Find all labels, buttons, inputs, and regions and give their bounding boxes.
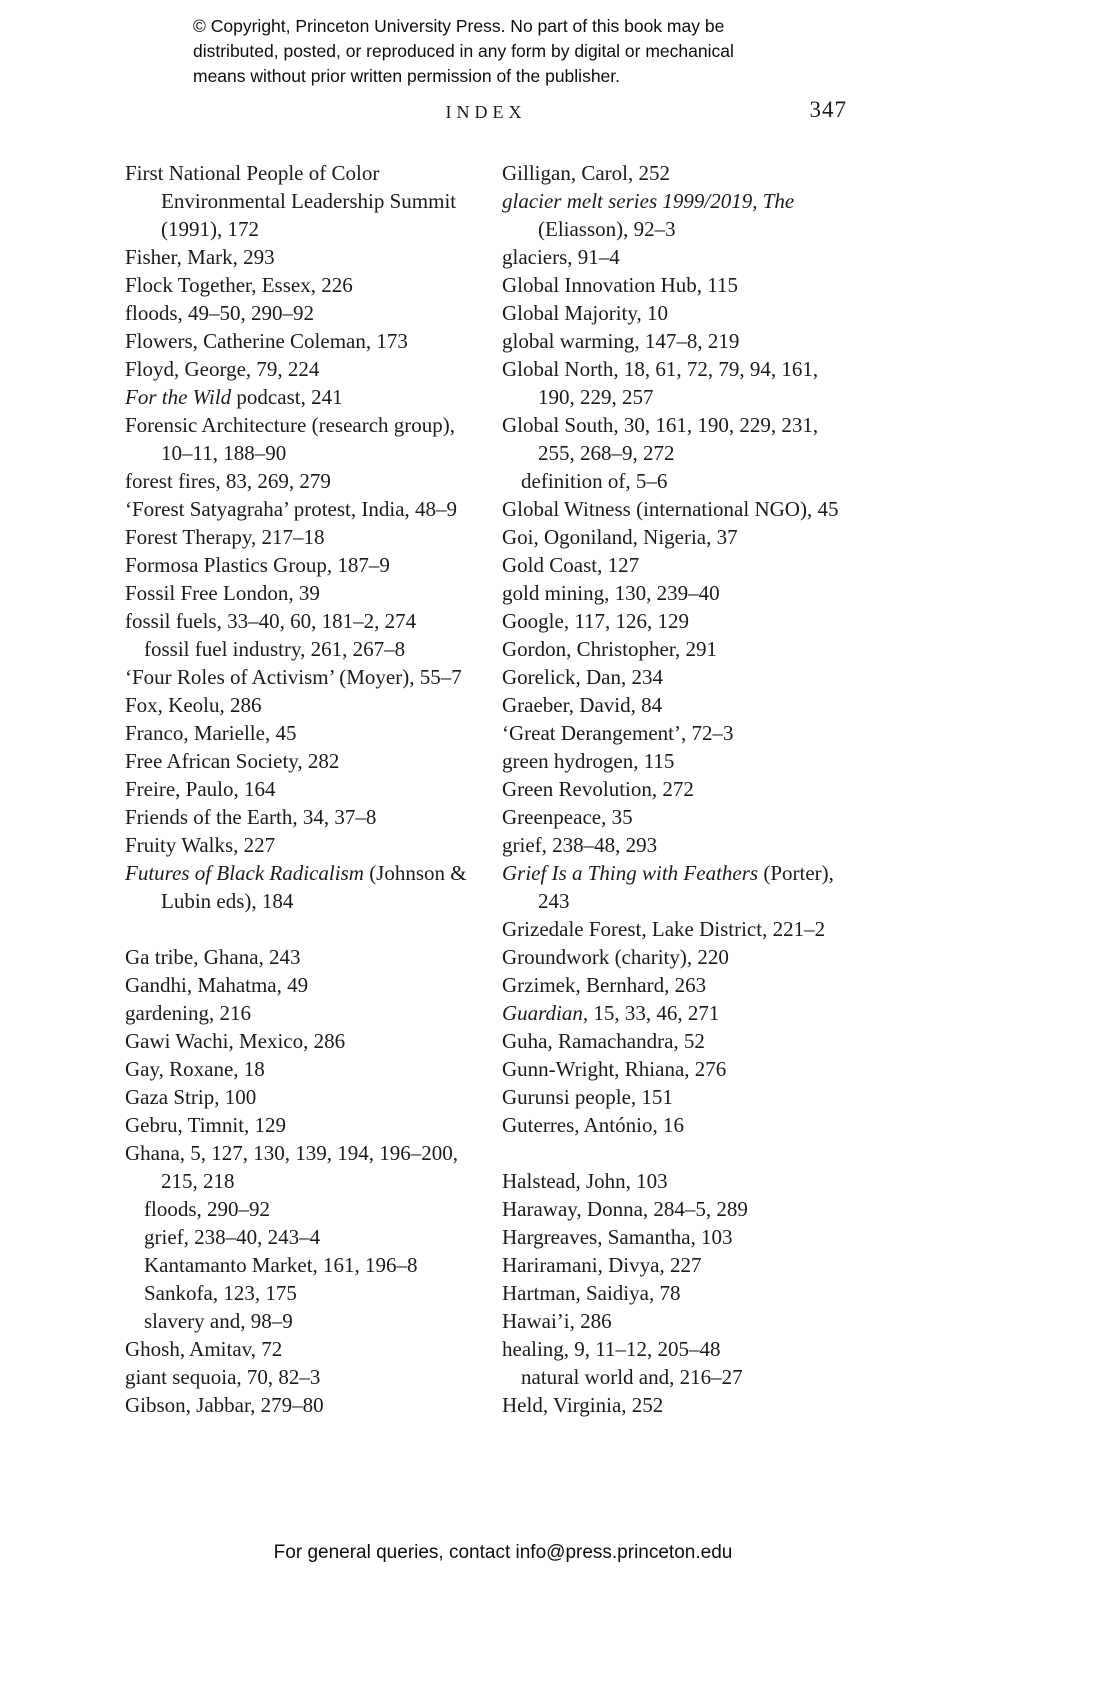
entry-text: green hydrogen, 115	[502, 749, 675, 773]
index-entry	[125, 327, 470, 355]
entry-text: ‘Forest Satyagraha’ protest, India, 48–9	[125, 497, 458, 521]
index-entry	[502, 635, 847, 663]
entry-text: Franco, Marielle, 45	[125, 721, 297, 745]
index-entry	[502, 747, 847, 775]
entry-text: Flowers, Catherine Coleman, 173	[125, 329, 408, 353]
index-entry	[502, 271, 847, 299]
index-entry	[502, 1111, 847, 1139]
index-entry	[502, 299, 847, 327]
index-entry	[502, 719, 847, 747]
index-entry	[502, 915, 847, 943]
index-entry	[502, 1279, 847, 1307]
index-entry	[125, 775, 470, 803]
index-entry	[502, 803, 847, 831]
index-entry	[125, 1223, 470, 1251]
entry-text: healing, 9, 11–12, 205–48	[502, 1337, 721, 1361]
index-entry	[502, 775, 847, 803]
index-entry	[502, 971, 847, 999]
entry-text: fossil fuel industry, 261, 267–8	[144, 637, 406, 661]
entry-text: Goi, Ogoniland, Nigeria, 37	[502, 525, 738, 549]
copyright-line: © Copyright, Princeton University Press. No part of this book may be	[193, 16, 725, 36]
entry-text: Ga tribe, Ghana, 243	[125, 945, 301, 969]
index-entry	[502, 1335, 847, 1363]
index-entry	[125, 299, 470, 327]
entry-text: Hawai’i, 286	[502, 1309, 612, 1333]
index-entry	[125, 411, 470, 467]
index-entry	[125, 1335, 470, 1363]
index-entry	[125, 1083, 470, 1111]
entry-text-italic: For the Wild	[125, 385, 232, 409]
index-entry	[502, 1167, 847, 1195]
index-entry	[502, 523, 847, 551]
entry-text: Gold Coast, 127	[502, 553, 640, 577]
entry-text: ‘Four Roles of Activism’ (Moyer), 55–7	[125, 665, 462, 689]
index-entry	[125, 719, 470, 747]
index-entry	[125, 243, 470, 271]
index-entry	[502, 1251, 847, 1279]
index-entry	[502, 467, 847, 495]
entry-text: grief, 238–40, 243–4	[144, 1225, 321, 1249]
entry-text: ‘Great Derangement’, 72–3	[502, 721, 734, 745]
entry-text: Greenpeace, 35	[502, 805, 633, 829]
entry-text: Gilligan, Carol, 252	[502, 161, 670, 185]
entry-text: Ghana, 5, 127, 130, 139, 194, 196–200, 215, 218	[125, 1141, 459, 1193]
entry-text: Formosa Plastics Group, 187–9	[125, 553, 390, 577]
index-heading: INDEX	[445, 102, 527, 122]
entry-text: Guterres, António, 16	[502, 1113, 684, 1137]
entry-text: Google, 117, 126, 129	[502, 609, 690, 633]
index-entry	[502, 999, 847, 1027]
index-entry	[502, 1195, 847, 1223]
entry-text: Global Innovation Hub, 115	[502, 273, 739, 297]
entry-text: Haraway, Donna, 284–5, 289	[502, 1197, 748, 1221]
entry-text: Grizedale Forest, Lake District, 221–2	[502, 917, 826, 941]
index-entry	[125, 663, 470, 691]
page-number: 347	[809, 97, 847, 122]
entry-text: slavery and, 98–9	[144, 1309, 293, 1333]
entry-text: Fruity Walks, 227	[125, 833, 276, 857]
index-entry	[502, 1363, 847, 1391]
index-entry	[125, 1279, 470, 1307]
entry-text: Gandhi, Mahatma, 49	[125, 973, 309, 997]
entry-text: Green Revolution, 272	[502, 777, 694, 801]
index-entry	[125, 159, 470, 243]
index-entry	[502, 579, 847, 607]
index-columns	[125, 159, 847, 1419]
entry-text: (Eliasson), 92–3	[538, 217, 676, 241]
index-column-left	[125, 159, 470, 1419]
index-entry	[125, 495, 470, 523]
entry-text: Groundwork (charity), 220	[502, 945, 729, 969]
entry-text: Fossil Free London, 39	[125, 581, 320, 605]
entry-text: Fox, Keolu, 286	[125, 693, 262, 717]
entry-text: Gordon, Christopher, 291	[502, 637, 717, 661]
entry-text: (Porter), 243	[538, 861, 834, 913]
entry-text: Gibson, Jabbar, 279–80	[125, 1393, 324, 1417]
index-entry	[125, 607, 470, 635]
index-entry	[502, 859, 847, 915]
index-entry	[125, 271, 470, 299]
entry-text-italic: Futures of Black Radicalism	[125, 861, 364, 885]
index-entry	[125, 1251, 470, 1279]
entry-text: First National People of Color Environmental Leadership Summit (1991), 172	[125, 161, 457, 241]
entry-text: Grzimek, Bernhard, 263	[502, 973, 707, 997]
index-entry	[502, 1223, 847, 1251]
index-entry	[125, 971, 470, 999]
index-entry	[502, 1083, 847, 1111]
index-entry	[125, 1055, 470, 1083]
index-entry	[502, 691, 847, 719]
index-entry	[502, 159, 847, 187]
entry-text-italic: glacier melt series 1999/2019, The	[502, 189, 795, 213]
entry-text-italic: Grief Is a Thing with Feathers	[502, 861, 759, 885]
entry-text: Free African Society, 282	[125, 749, 340, 773]
index-entry	[502, 607, 847, 635]
entry-text: global warming, 147–8, 219	[502, 329, 740, 353]
index-entry	[502, 1055, 847, 1083]
index-entry	[502, 243, 847, 271]
index-entry	[502, 663, 847, 691]
index-entry	[125, 691, 470, 719]
entry-text: Guha, Ramachandra, 52	[502, 1029, 705, 1053]
entry-text: Gunn-Wright, Rhiana, 276	[502, 1057, 727, 1081]
index-entry	[502, 551, 847, 579]
entry-text: gardening, 216	[125, 1001, 251, 1025]
entry-text: Global Witness (international NGO), 45	[502, 497, 839, 521]
entry-text: Hariramani, Divya, 227	[502, 1253, 702, 1277]
entry-text: Global Majority, 10	[502, 301, 669, 325]
copyright-line: means without prior written permission of the publisher.	[193, 66, 621, 86]
index-entry	[502, 495, 847, 523]
entry-text: Graeber, David, 84	[502, 693, 663, 717]
entry-text: Gawi Wachi, Mexico, 286	[125, 1029, 346, 1053]
entry-text: Flock Together, Essex, 226	[125, 273, 353, 297]
index-entry	[125, 1307, 470, 1335]
entry-text: floods, 49–50, 290–92	[125, 301, 314, 325]
index-entry	[125, 579, 470, 607]
entry-text: Global North, 18, 61, 72, 79, 94, 161, 190, 229, 257	[502, 357, 819, 409]
index-entry	[125, 1391, 470, 1419]
entry-text: (Johnson & Lubin eds), 184	[161, 861, 467, 913]
entry-text: Friends of the Earth, 34, 37–8	[125, 805, 377, 829]
index-entry	[125, 1027, 470, 1055]
index-column-right	[502, 159, 847, 1419]
index-entry	[502, 327, 847, 355]
entry-text: Fisher, Mark, 293	[125, 245, 275, 269]
copyright-line: distributed, posted, or reproduced in any form by digital or mechanical	[193, 41, 734, 61]
entry-text: Held, Virginia, 252	[502, 1393, 664, 1417]
copyright-notice	[193, 14, 734, 89]
index-entry	[502, 1027, 847, 1055]
entry-text: Freire, Paulo, 164	[125, 777, 276, 801]
index-entry	[502, 411, 847, 467]
entry-text: forest fires, 83, 269, 279	[125, 469, 331, 493]
entry-text: grief, 238–48, 293	[502, 833, 658, 857]
entry-text: Gurunsi people, 151	[502, 1085, 673, 1109]
page-footer: For general queries, contact info@press.princeton.edu	[273, 1542, 733, 1563]
index-entry	[125, 355, 470, 383]
index-entry	[125, 859, 470, 915]
index-entry	[125, 943, 470, 971]
entry-text: Global South, 30, 161, 190, 229, 231, 255, 268–9, 272	[502, 413, 819, 465]
index-entry	[125, 551, 470, 579]
entry-text: definition of, 5–6	[521, 469, 668, 493]
entry-text: Hargreaves, Samantha, 103	[502, 1225, 733, 1249]
entry-text: Forest Therapy, 217–18	[125, 525, 325, 549]
entry-text-italic: Guardian	[502, 1001, 583, 1025]
entry-text: Gay, Roxane, 18	[125, 1057, 265, 1081]
index-entry	[502, 187, 847, 243]
index-entry	[502, 1391, 847, 1419]
entry-text: Gorelick, Dan, 234	[502, 665, 663, 689]
entry-text: fossil fuels, 33–40, 60, 181–2, 274	[125, 609, 417, 633]
index-entry	[125, 1111, 470, 1139]
index-entry	[502, 943, 847, 971]
index-entry	[125, 383, 470, 411]
entry-text: Floyd, George, 79, 224	[125, 357, 320, 381]
index-entry	[125, 747, 470, 775]
entry-text: Halstead, John, 103	[502, 1169, 668, 1193]
entry-text: Kantamanto Market, 161, 196–8	[144, 1253, 418, 1277]
entry-text: Gaza Strip, 100	[125, 1085, 257, 1109]
page-header	[125, 97, 847, 132]
index-entry	[502, 1307, 847, 1335]
index-entry	[125, 999, 470, 1027]
entry-text: natural world and, 216–27	[521, 1365, 743, 1389]
entry-text: glaciers, 91–4	[502, 245, 620, 269]
entry-text: gold mining, 130, 239–40	[502, 581, 720, 605]
entry-text: Forensic Architecture (research group), 10–11, 188–90	[125, 413, 456, 465]
index-entry	[125, 467, 470, 495]
entry-text: floods, 290–92	[144, 1197, 270, 1221]
index-entry	[502, 831, 847, 859]
entry-text: Sankofa, 123, 175	[144, 1281, 297, 1305]
entry-text: Ghosh, Amitav, 72	[125, 1337, 283, 1361]
entry-text: Hartman, Saidiya, 78	[502, 1281, 681, 1305]
index-entry	[125, 803, 470, 831]
index-entry	[125, 523, 470, 551]
index-entry	[125, 635, 470, 663]
entry-text: Gebru, Timnit, 129	[125, 1113, 287, 1137]
entry-text: giant sequoia, 70, 82–3	[125, 1365, 321, 1389]
index-entry	[502, 355, 847, 411]
index-entry	[125, 831, 470, 859]
entry-text: , 15, 33, 46, 271	[582, 1001, 720, 1025]
index-entry	[125, 1363, 470, 1391]
index-entry	[125, 1195, 470, 1223]
index-entry	[125, 1139, 470, 1195]
entry-text: podcast, 241	[231, 385, 343, 409]
